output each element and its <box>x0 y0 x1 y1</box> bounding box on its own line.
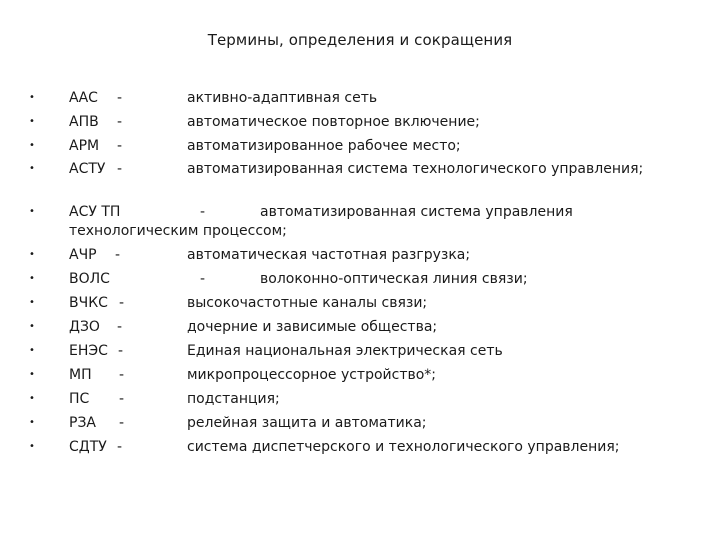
term-abbreviation: АПВ <box>69 114 99 130</box>
term-definition: дочерние и зависимые общества; <box>187 319 438 335</box>
bullet-icon: • <box>29 273 35 284</box>
bullet-icon: • <box>29 369 35 380</box>
bullet-icon: • <box>29 321 35 332</box>
term-definition: волоконно-оптическая линия связи; <box>260 271 528 287</box>
term-dash: - <box>118 343 124 359</box>
list-item <box>0 341 720 361</box>
bullet-icon: • <box>29 92 35 103</box>
list-item <box>0 437 720 457</box>
bullet-icon: • <box>29 140 35 151</box>
term-definition-continuation: технологическим процессом; <box>69 223 287 239</box>
bullet-icon: • <box>29 393 35 404</box>
term-abbreviation: АСУ ТП <box>69 204 121 220</box>
term-abbreviation: ДЗО <box>69 319 100 335</box>
term-abbreviation: МП <box>69 367 92 383</box>
term-abbreviation: ЕНЭС <box>69 343 108 359</box>
list-item <box>0 413 720 433</box>
bullet-icon: • <box>29 116 35 127</box>
term-dash: - <box>200 271 206 287</box>
term-definition: Единая национальная электрическая сеть <box>187 343 503 359</box>
term-definition: микропроцессорное устройство*; <box>187 367 437 383</box>
term-dash: - <box>119 367 125 383</box>
term-dash: - <box>117 114 123 130</box>
term-dash: - <box>119 391 125 407</box>
term-abbreviation: ААС <box>69 90 98 106</box>
term-dash: - <box>117 439 123 455</box>
list-item <box>0 202 720 222</box>
term-definition: активно-адаптивная сеть <box>187 90 378 106</box>
list-item <box>0 389 720 409</box>
term-abbreviation: СДТУ <box>69 439 107 455</box>
bullet-icon: • <box>29 249 35 260</box>
term-abbreviation: РЗА <box>69 415 96 431</box>
bullet-icon: • <box>29 297 35 308</box>
term-definition: высокочастотные каналы связи; <box>187 295 428 311</box>
term-dash: - <box>117 161 123 177</box>
term-dash: - <box>119 415 125 431</box>
term-dash: - <box>117 138 123 154</box>
list-item <box>0 365 720 385</box>
bullet-icon: • <box>29 345 35 356</box>
term-abbreviation: ПС <box>69 391 90 407</box>
bullet-icon: • <box>29 417 35 428</box>
term-definition: релейная защита и автоматика; <box>187 415 427 431</box>
term-definition: автоматизированное рабочее место; <box>187 138 461 154</box>
term-definition: автоматизированная система управления <box>260 204 573 220</box>
list-item <box>0 136 720 156</box>
list-item <box>0 88 720 108</box>
bullet-icon: • <box>29 441 35 452</box>
list-item <box>0 245 720 265</box>
bullet-icon: • <box>29 163 35 174</box>
list-item <box>0 112 720 132</box>
term-definition: автоматическая частотная разгрузка; <box>187 247 471 263</box>
term-dash: - <box>119 295 125 311</box>
term-dash: - <box>117 319 123 335</box>
term-abbreviation: АЧР <box>69 247 97 263</box>
page-title: Термины, определения и сокращения <box>207 31 513 49</box>
term-abbreviation: ВОЛС <box>69 271 110 287</box>
list-item <box>0 269 720 289</box>
term-abbreviation: АРМ <box>69 138 100 154</box>
list-item <box>0 293 720 313</box>
term-definition: система диспетчерского и технологического управления; <box>187 439 620 455</box>
term-dash: - <box>200 204 206 220</box>
list-item-continuation <box>0 221 720 241</box>
term-definition: подстанция; <box>187 391 280 407</box>
term-abbreviation: АСТУ <box>69 161 106 177</box>
bullet-icon: • <box>29 206 35 217</box>
term-dash: - <box>117 90 123 106</box>
term-dash: - <box>115 247 121 263</box>
term-definition: автоматизированная система технологического управления; <box>187 161 644 177</box>
list-item <box>0 317 720 337</box>
term-definition: автоматическое повторное включение; <box>187 114 480 130</box>
term-abbreviation: ВЧКС <box>69 295 108 311</box>
list-item <box>0 159 720 179</box>
